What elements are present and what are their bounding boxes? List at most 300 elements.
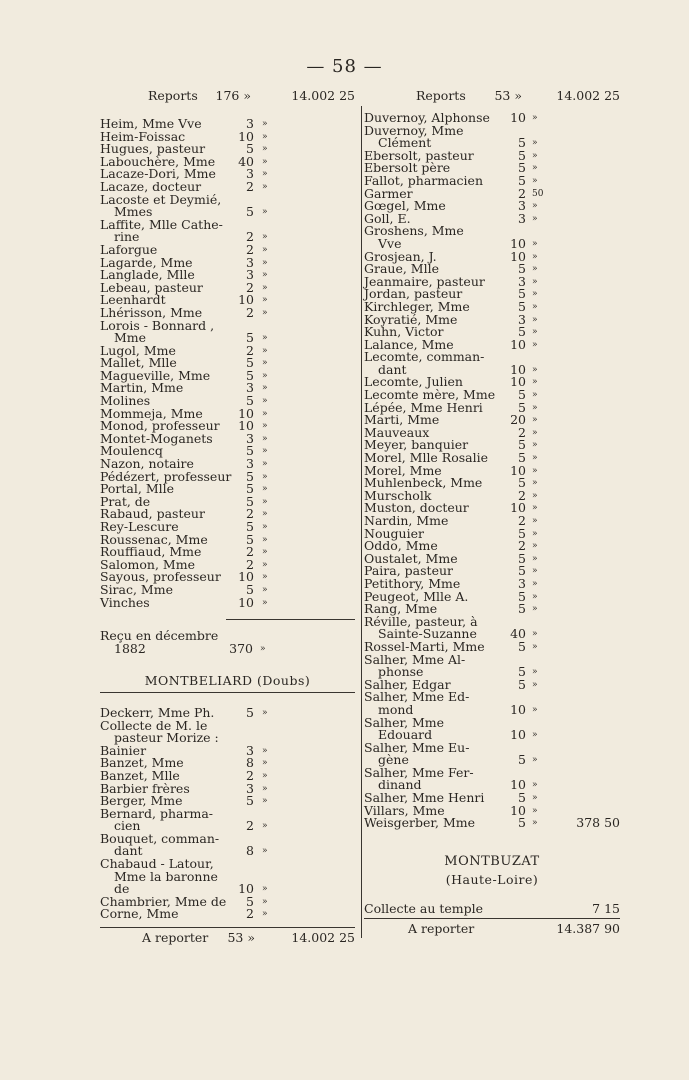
donation-amount: 5 bbox=[518, 160, 526, 176]
reports-count: 53 » bbox=[494, 88, 522, 103]
donation-cents: » bbox=[532, 113, 538, 123]
donor-name: Sainte-Suzanne bbox=[378, 626, 477, 642]
donation-amount: 2 bbox=[518, 538, 526, 554]
donation-cents: » bbox=[532, 175, 538, 186]
donor-name: Magueville, Mme bbox=[100, 367, 211, 383]
donation-amount: 5 bbox=[246, 204, 254, 220]
donation-amount: 5 bbox=[518, 387, 526, 403]
donor-name: Clément bbox=[378, 135, 432, 151]
donation-amount: 5 bbox=[246, 393, 254, 409]
donation-cents: » bbox=[262, 270, 268, 281]
donation-amount: 2 bbox=[246, 556, 254, 572]
donor-name: Rey-Lescure bbox=[100, 519, 179, 534]
donor-name: Chambrier, Mme de bbox=[100, 893, 227, 909]
donation-amount: 5 bbox=[518, 450, 526, 466]
donation-amount: 5 bbox=[246, 793, 254, 809]
donation-amount: 3 bbox=[518, 273, 526, 289]
donation-amount: 2 bbox=[246, 304, 254, 320]
donor-name: rine bbox=[114, 229, 140, 245]
donor-name: Deckerr, Mme Ph. bbox=[100, 704, 215, 720]
donation-cents: » bbox=[262, 909, 268, 920]
donor-name: Molines bbox=[100, 393, 151, 409]
donor-name: Labouchère, Mme bbox=[100, 153, 216, 169]
reports-header bbox=[100, 90, 355, 108]
donor-name: Graue, Mlle bbox=[364, 261, 439, 277]
a-reporter-footer: A reporter 14.387 90 bbox=[408, 920, 620, 936]
donor-name: Montet-Moganets bbox=[100, 430, 213, 446]
donor-name: Salher, Edgar bbox=[364, 676, 451, 692]
donor-name: de bbox=[114, 881, 130, 897]
donation-amount: 10 bbox=[238, 569, 254, 585]
donation-amount: 10 bbox=[510, 701, 526, 717]
donation-cents: » bbox=[532, 516, 538, 526]
donation-cents: » bbox=[262, 745, 268, 756]
donation-amount: 3 bbox=[246, 780, 254, 796]
donation-amount: 10 bbox=[238, 292, 254, 308]
donation-cents: » bbox=[262, 509, 268, 520]
donation-cents: » bbox=[532, 793, 538, 804]
donation-cents: » bbox=[262, 471, 268, 482]
donor-name: Hugues, pasteur bbox=[100, 141, 206, 157]
donation-cents: » bbox=[262, 232, 268, 243]
donor-name: Lorois - Bonnard , bbox=[100, 317, 215, 333]
column-divider bbox=[361, 106, 362, 938]
donation-cents: » bbox=[532, 667, 538, 678]
donation-amount: 3 bbox=[518, 575, 526, 591]
donation-cents: » bbox=[532, 541, 538, 552]
donation-amount: 5 bbox=[518, 135, 526, 151]
donation-cents: » bbox=[532, 818, 538, 829]
donor-name: Garmer bbox=[364, 185, 413, 201]
donation-cents: » bbox=[532, 327, 538, 338]
donor-name: Weisgerber, Mme bbox=[364, 815, 476, 831]
donation-amount: 10 bbox=[238, 418, 254, 434]
donation-amount: 5 bbox=[246, 355, 254, 371]
donation-amount: 10 bbox=[510, 110, 526, 125]
recu-line2: 1882 370 » bbox=[114, 640, 266, 656]
donation-amount: 5 bbox=[518, 437, 526, 453]
donation-amount: 5 bbox=[518, 172, 526, 188]
donation-amount: 2 bbox=[518, 424, 526, 440]
donation-amount: 10 bbox=[510, 361, 526, 377]
donation-cents: » bbox=[532, 528, 538, 539]
donor-name: Lacaze, docteur bbox=[100, 178, 202, 194]
donation-amount: 40 bbox=[510, 626, 526, 642]
recu-line1: Reçu en décembre bbox=[100, 628, 219, 644]
donation-cents: » bbox=[532, 301, 538, 312]
donation-amount: 3 bbox=[246, 254, 254, 270]
donor-name: Lugol, Mme bbox=[100, 342, 176, 358]
donation-amount: 2 bbox=[246, 229, 254, 245]
section-title-montbeliard: MONTBELIARD (Doubs) bbox=[144, 673, 311, 689]
donation-amount: 2 bbox=[246, 279, 254, 295]
donation-amount: 5 bbox=[246, 493, 254, 509]
donation-cents: » bbox=[262, 446, 268, 457]
donation-cents: » bbox=[532, 503, 538, 514]
donor-name: Morel, Mme bbox=[364, 462, 442, 478]
donor-name: Rabaud, pasteur bbox=[100, 506, 205, 522]
donor-name: Oddo, Mme bbox=[364, 538, 438, 554]
donation-amount: 3 bbox=[246, 116, 254, 131]
donation-cents: » bbox=[262, 707, 268, 718]
donor-name: Heim-Foissac bbox=[100, 128, 186, 144]
donation-cents: » bbox=[532, 364, 538, 375]
donation-amount: 2 bbox=[246, 767, 254, 783]
donation-amount: 3 bbox=[246, 430, 254, 446]
donor-row bbox=[364, 225, 620, 238]
donation-amount: 5 bbox=[518, 286, 526, 302]
donation-cents: » bbox=[262, 770, 268, 781]
donation-amount: 40 bbox=[238, 153, 254, 169]
donation-amount: 2 bbox=[246, 906, 254, 922]
donor-name: Laffite, Mlle Cathe- bbox=[100, 216, 223, 232]
donation-cents: » bbox=[262, 207, 268, 218]
donor-name: Edouard bbox=[378, 727, 433, 743]
donor-name: Petithory, Mme bbox=[364, 575, 461, 591]
section-subtitle: (Haute-Loire) bbox=[445, 872, 539, 888]
donation-cents: » bbox=[532, 138, 538, 149]
donation-cents: » bbox=[532, 402, 538, 413]
donation-cents: » bbox=[262, 547, 268, 558]
donor-name: Nardin, Mme bbox=[364, 513, 449, 528]
donor-name: Lebeau, pasteur bbox=[100, 279, 203, 295]
donor-name: Collecte de M. le bbox=[100, 717, 208, 733]
donor-name: Lacaze-Dori, Mme bbox=[100, 166, 216, 182]
reports-count: 176 » bbox=[215, 88, 251, 103]
donor-name: Vinches bbox=[100, 594, 150, 610]
donor-name: Portal, Mlle bbox=[100, 481, 175, 497]
donation-amount: 5 bbox=[246, 481, 254, 497]
donor-row bbox=[100, 908, 355, 921]
donation-cents: » bbox=[262, 156, 268, 167]
donation-amount: 10 bbox=[238, 405, 254, 421]
donation-amount: 3 bbox=[246, 380, 254, 396]
donation-amount: 10 bbox=[510, 802, 526, 818]
donor-name: Berger, Mme bbox=[100, 793, 183, 809]
donor-name: Roussenac, Mme bbox=[100, 531, 208, 547]
donation-amount: 20 bbox=[510, 412, 526, 428]
donation-amount: 2 bbox=[246, 544, 254, 560]
donor-name: Oustalet, Mme bbox=[364, 550, 458, 566]
donation-amount: 2 bbox=[246, 178, 254, 194]
donation-cents: » bbox=[532, 679, 538, 690]
donation-cents: » bbox=[262, 244, 268, 255]
donor-name: Lépée, Mme Henri bbox=[364, 399, 483, 415]
donor-name: Gœgel, Mme bbox=[364, 198, 446, 214]
donor-row bbox=[364, 817, 620, 830]
donor-name: mond bbox=[378, 701, 414, 717]
donation-amount: 2 bbox=[246, 241, 254, 257]
donor-name: pasteur Morize : bbox=[114, 730, 219, 746]
donation-amount: 5 bbox=[246, 443, 254, 459]
donation-amount: 3 bbox=[518, 198, 526, 214]
donor-name: Prat, de bbox=[100, 493, 151, 509]
donation-cents: » bbox=[262, 257, 268, 268]
donor-name: Leenhardt bbox=[100, 292, 166, 308]
donor-name: Mauveaux bbox=[364, 424, 430, 440]
donor-name: Mmes bbox=[114, 204, 153, 220]
donor-name: Moulencq bbox=[100, 443, 163, 459]
donor-name: Muston, docteur bbox=[364, 500, 469, 516]
donation-amount: 5 bbox=[518, 261, 526, 277]
donation-amount: 10 bbox=[510, 248, 526, 264]
donation-cents: » bbox=[532, 314, 538, 325]
donation-cents: » bbox=[532, 163, 538, 174]
reports-total: 14.002 25 bbox=[556, 88, 620, 103]
donation-cents: » bbox=[262, 345, 268, 356]
donor-name: Langlade, Mlle bbox=[100, 267, 195, 283]
section-title-montbuzat: MONTBUZAT bbox=[444, 853, 540, 869]
donation-cents: » bbox=[262, 169, 268, 180]
donation-cents: » bbox=[532, 150, 538, 161]
donor-name: Salher, Mme Al- bbox=[364, 651, 466, 667]
donor-name: Rouffiaud, Mme bbox=[100, 544, 202, 560]
donation-amount: 2 bbox=[518, 487, 526, 503]
donation-cents: » bbox=[532, 604, 538, 615]
donation-cents: » bbox=[262, 572, 268, 583]
donation-cents: » bbox=[532, 264, 538, 275]
donor-name: Sirac, Mme bbox=[100, 581, 173, 597]
donation-cents: » bbox=[262, 144, 268, 155]
donation-cents: » bbox=[532, 276, 538, 287]
donor-name: Sayous, professeur bbox=[100, 569, 221, 585]
donation-cents: » bbox=[532, 566, 538, 577]
donation-cents: » bbox=[262, 421, 268, 432]
donation-cents: » bbox=[532, 440, 538, 451]
donation-amount: 5 bbox=[246, 519, 254, 534]
reports-label: Reports bbox=[148, 88, 198, 103]
donation-amount: 2 bbox=[246, 342, 254, 358]
reports-header bbox=[364, 90, 620, 108]
donation-cents: » bbox=[262, 758, 268, 769]
donor-name: Salher, Mme bbox=[364, 714, 445, 730]
donor-name: cien bbox=[114, 818, 141, 834]
donor-name: Kuhn, Victor bbox=[364, 324, 444, 340]
donation-cents: » bbox=[532, 238, 538, 249]
donation-cents: » bbox=[262, 307, 268, 318]
donation-amount: 5 bbox=[518, 475, 526, 491]
donor-name: Jordan, pasteur bbox=[364, 286, 463, 302]
section-total: 378 50 bbox=[576, 815, 620, 831]
donation-cents: » bbox=[532, 465, 538, 476]
donor-name: dant bbox=[114, 843, 143, 859]
donation-amount: 2 bbox=[246, 506, 254, 522]
donation-amount: 10 bbox=[238, 881, 254, 897]
donation-cents: » bbox=[262, 396, 268, 407]
donation-amount: 10 bbox=[510, 777, 526, 793]
donation-cents: » bbox=[262, 119, 268, 129]
donor-name: dinand bbox=[378, 777, 422, 793]
donor-name: Banzet, Mlle bbox=[100, 767, 180, 783]
donor-name: Mallet, Mlle bbox=[100, 355, 177, 371]
donation-amount: 3 bbox=[246, 742, 254, 758]
donation-cents: » bbox=[262, 358, 268, 369]
donor-name: Jeanmaire, pasteur bbox=[364, 273, 485, 289]
donor-name: Koyratié, Mme bbox=[364, 311, 458, 327]
donation-cents: » bbox=[532, 704, 538, 715]
donor-name: dant bbox=[378, 361, 407, 377]
donor-name: Mme la baronne bbox=[114, 868, 218, 884]
donation-amount: 5 bbox=[518, 664, 526, 680]
donation-cents: » bbox=[532, 453, 538, 464]
donor-name: Bouquet, comman- bbox=[100, 830, 220, 846]
donation-cents: » bbox=[262, 821, 268, 832]
donation-amount: 5 bbox=[246, 367, 254, 383]
donation-cents: » bbox=[532, 478, 538, 489]
donation-amount: 5 bbox=[246, 330, 254, 346]
donor-name: Lalance, Mme bbox=[364, 336, 454, 352]
donation-cents: » bbox=[262, 484, 268, 495]
donation-amount: 10 bbox=[510, 374, 526, 390]
donor-name: Groshens, Mme bbox=[364, 223, 464, 239]
donation-amount: 5 bbox=[518, 525, 526, 541]
donor-row bbox=[100, 868, 355, 884]
donation-cents: » bbox=[532, 377, 538, 388]
donation-cents: » bbox=[532, 641, 538, 652]
donor-name: Salomon, Mme bbox=[100, 556, 195, 572]
donor-list bbox=[100, 704, 355, 922]
donation-amount: 8 bbox=[246, 843, 254, 859]
donation-cents: » bbox=[262, 534, 268, 545]
donation-cents: » bbox=[262, 459, 268, 470]
donation-cents: » bbox=[532, 390, 538, 401]
donor-name: Monod, professeur bbox=[100, 418, 220, 434]
donor-name: Chabaud - Latour, bbox=[100, 856, 214, 872]
donation-cents: » bbox=[262, 796, 268, 807]
donor-name: Ebersolt père bbox=[364, 160, 451, 176]
donor-name: Lecomte, Julien bbox=[364, 374, 463, 390]
donation-amount: 5 bbox=[518, 638, 526, 654]
donor-name: Muhlenbeck, Mme bbox=[364, 475, 483, 491]
donation-cents: » bbox=[262, 433, 268, 444]
donor-name: Nazon, notaire bbox=[100, 456, 194, 472]
donation-amount: 3 bbox=[518, 311, 526, 327]
donation-cents: » bbox=[262, 559, 268, 570]
donation-amount: 2 bbox=[518, 513, 526, 528]
donation-cents: » bbox=[262, 584, 268, 595]
collecte-row: Collecte au temple 7 15 bbox=[364, 901, 620, 917]
donation-amount: 5 bbox=[518, 752, 526, 768]
donation-cents: » bbox=[532, 629, 538, 640]
donor-name: Bernard, pharma- bbox=[100, 805, 213, 821]
donor-name: Salher, Mme Ed- bbox=[364, 689, 470, 705]
donor-name: Kirchleger, Mme bbox=[364, 298, 470, 314]
donor-name: Lhérisson, Mme bbox=[100, 304, 203, 320]
donor-name: Réville, pasteur, à bbox=[364, 613, 478, 629]
donation-cents: » bbox=[262, 370, 268, 381]
donation-cents: » bbox=[262, 131, 268, 142]
donation-amount: 2 bbox=[246, 818, 254, 834]
reports-total: 14.002 25 bbox=[291, 88, 355, 103]
donation-cents: » bbox=[532, 251, 538, 262]
donation-amount: 5 bbox=[246, 893, 254, 909]
donation-cents: » bbox=[532, 755, 538, 766]
donation-cents: » bbox=[532, 780, 538, 791]
donation-amount: 5 bbox=[518, 298, 526, 314]
donor-name: Salher, Mme Fer- bbox=[364, 764, 474, 780]
donor-name: Lecomte, comman- bbox=[364, 349, 485, 365]
donor-name: Pédézert, professeur bbox=[100, 468, 232, 484]
donation-cents: » bbox=[262, 597, 268, 608]
donation-amount: 10 bbox=[510, 235, 526, 251]
donor-name: Goll, E. bbox=[364, 210, 411, 226]
donation-amount: 3 bbox=[246, 166, 254, 182]
donation-amount: 2 bbox=[518, 185, 526, 201]
donor-list bbox=[364, 112, 620, 830]
donor-name: Duvernoy, Alphonse bbox=[364, 110, 490, 125]
donation-amount: 10 bbox=[510, 462, 526, 478]
donor-name: Salher, Mme Henri bbox=[364, 790, 485, 806]
donation-cents: » bbox=[262, 846, 268, 857]
donor-name: gène bbox=[378, 752, 409, 768]
donation-amount: 10 bbox=[238, 594, 254, 610]
donation-cents: » bbox=[532, 339, 538, 350]
donation-cents: » bbox=[262, 884, 268, 895]
donation-amount: 5 bbox=[518, 550, 526, 566]
donation-cents: » bbox=[262, 295, 268, 306]
donation-cents: » bbox=[532, 201, 538, 212]
donation-cents: » bbox=[262, 333, 268, 344]
donation-cents: » bbox=[532, 730, 538, 741]
donor-name: Lecomte mère, Mme bbox=[364, 387, 496, 403]
donor-name: Rossel-Marti, Mme bbox=[364, 638, 485, 654]
donor-name: Banzet, Mme bbox=[100, 755, 184, 771]
donation-cents: » bbox=[262, 896, 268, 907]
donor-name: Heim, Mme Vve bbox=[100, 116, 202, 131]
donor-name: Villars, Mme bbox=[364, 802, 445, 818]
reports-label: Reports bbox=[416, 88, 466, 103]
recu-amount: 370 bbox=[229, 640, 253, 656]
donation-cents: » bbox=[532, 415, 538, 426]
donation-amount: 3 bbox=[246, 267, 254, 283]
donation-cents: » bbox=[262, 181, 268, 192]
donation-amount: 3 bbox=[518, 210, 526, 226]
donation-amount: 5 bbox=[518, 815, 526, 831]
left-column bbox=[100, 90, 355, 946]
donor-name: Marti, Mme bbox=[364, 412, 440, 428]
donation-cents: » bbox=[262, 783, 268, 794]
donation-amount: 5 bbox=[518, 147, 526, 163]
donor-name: phonse bbox=[378, 664, 424, 680]
donor-name: Lagarde, Mme bbox=[100, 254, 193, 270]
donor-name: Bainier bbox=[100, 742, 147, 758]
a-reporter-footer: A reporter 53 » 14.002 25 bbox=[142, 930, 355, 946]
donor-name: Morel, Mlle Rosalie bbox=[364, 450, 489, 466]
donor-name: Vve bbox=[378, 235, 402, 251]
donation-amount: 5 bbox=[518, 790, 526, 806]
page-number: — 58 — bbox=[306, 56, 383, 77]
donor-name: Laforgue bbox=[100, 241, 158, 257]
donor-name: Salher, Mme Eu- bbox=[364, 739, 470, 755]
donation-cents: » bbox=[532, 427, 538, 438]
donation-cents: » bbox=[262, 522, 268, 532]
donor-name: Paira, pasteur bbox=[364, 563, 453, 579]
donation-cents: » bbox=[532, 289, 538, 300]
donor-name: Lacoste et Deymié, bbox=[100, 191, 222, 207]
right-column bbox=[364, 90, 620, 937]
donation-amount: 5 bbox=[518, 588, 526, 604]
donation-cents: » bbox=[532, 591, 538, 602]
donor-name: Nouguier bbox=[364, 525, 424, 541]
donor-name: Meyer, banquier bbox=[364, 437, 469, 453]
donation-amount: 10 bbox=[510, 727, 526, 743]
donor-name: Murscholk bbox=[364, 487, 432, 503]
donation-cents: » bbox=[532, 578, 538, 589]
donor-name: Barbier frères bbox=[100, 780, 190, 796]
donation-cents: » bbox=[532, 213, 538, 224]
donor-name: Mommeja, Mme bbox=[100, 405, 203, 421]
donor-name: Rang, Mme bbox=[364, 601, 438, 617]
